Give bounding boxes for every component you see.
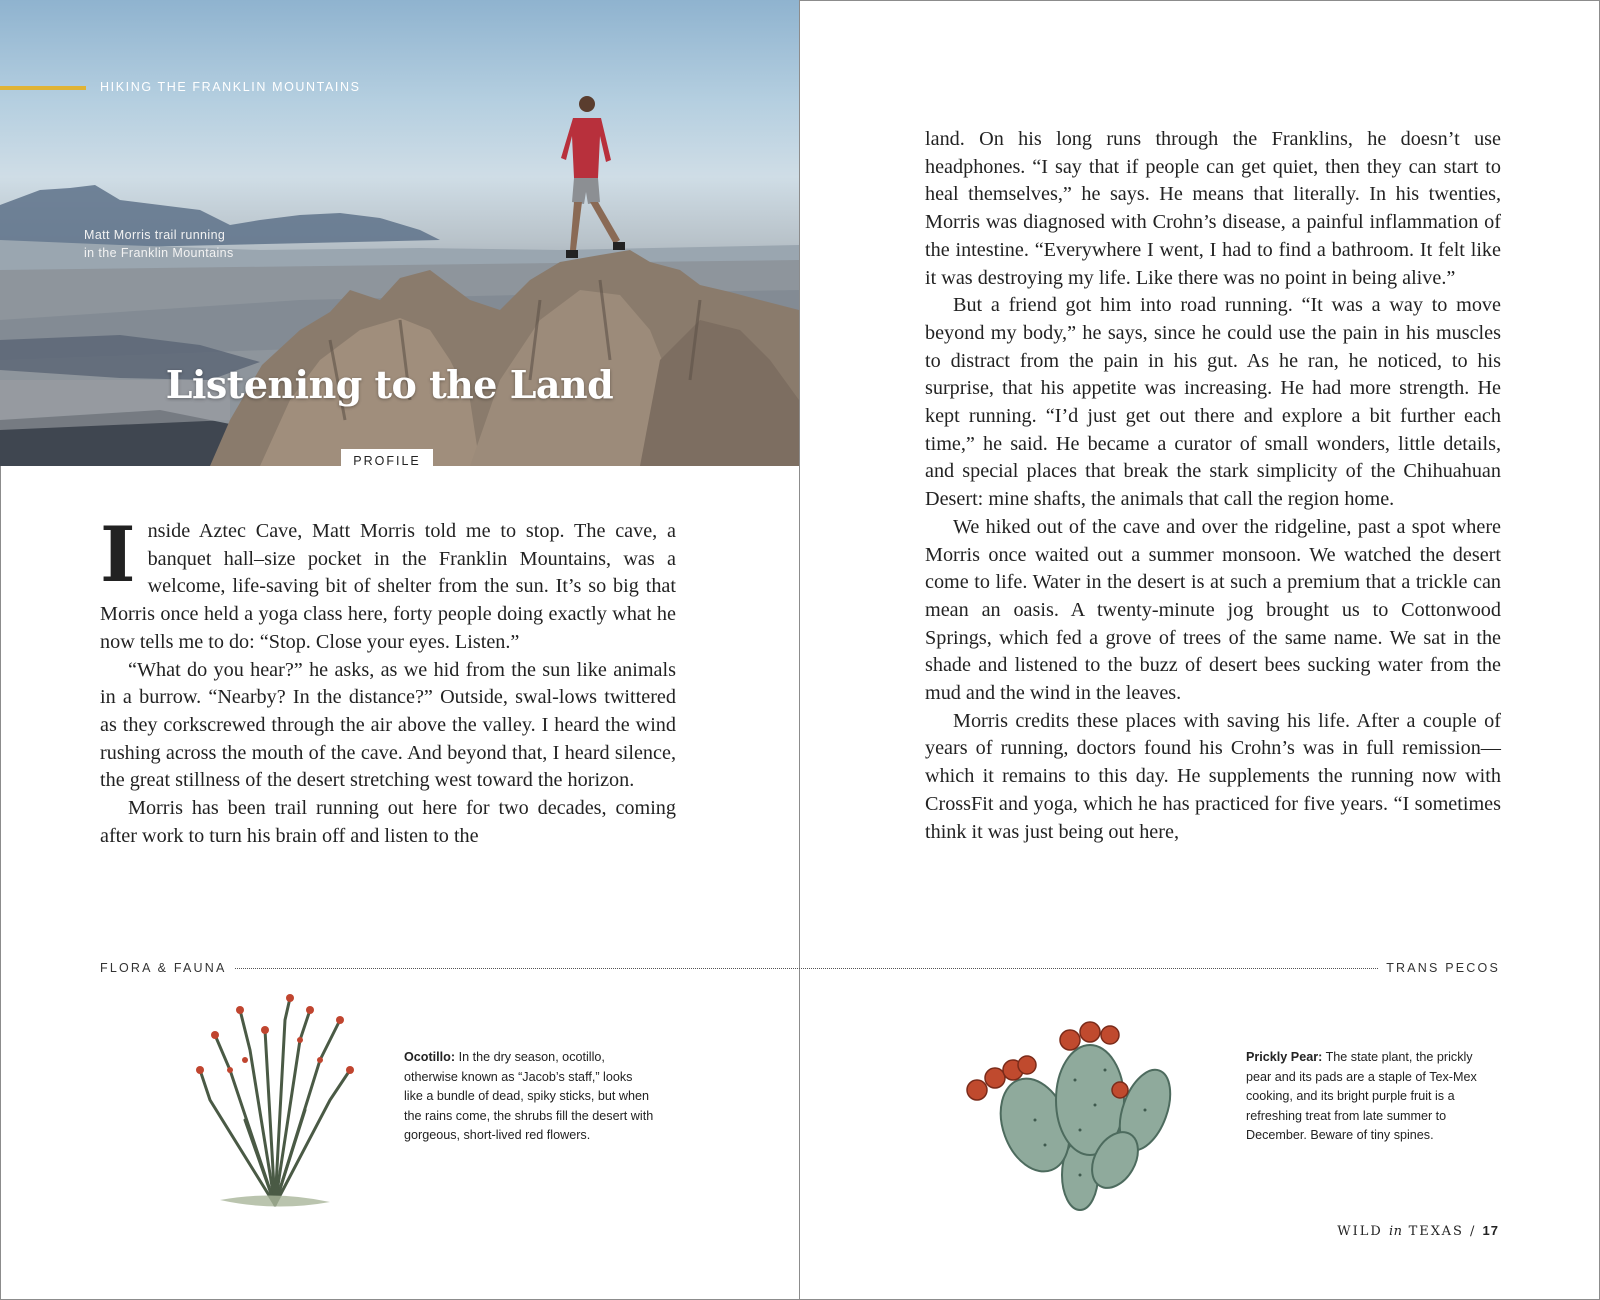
- ocotillo-note: [404, 1048, 654, 1146]
- folio-in: in: [1388, 1224, 1403, 1239]
- page-folio: [1337, 1223, 1499, 1239]
- paragraph-7: Morris credits these places with saving his life. After a couple of years of running, doctors found his Crohn’s was in full remission—which it remains to this day. He supplements the running now with CrossFit and yoga, which he has practiced for five years. “I sometimes think it was just being out here,: [925, 709, 1501, 843]
- drop-cap: I: [100, 510, 136, 599]
- series-label: HIKING THE FRANKLIN MOUNTAINS: [100, 80, 361, 94]
- photo-caption-line-2: in the Franklin Mountains: [84, 246, 234, 260]
- paragraph-3: Morris has been trail running out here for two decades, coming after work to turn his brain off and listen to the: [100, 797, 676, 847]
- paragraph-4: land. On his long runs through the Franklins, he doesn’t use headphones. “I say that if people can get quiet, then they can start to heal themselves,” he says. He means that literally. In his twenties, Morris was diagnosed with Crohn’s disease, a painful inflammation of the intestine. “Everywhere I went, I had to find a bathroom. It felt like it was destroying my life. Like there was no point in being alive.”: [925, 128, 1501, 289]
- photo-caption-line-1: Matt Morris trail running: [84, 228, 226, 242]
- page-number: 17: [1482, 1223, 1499, 1238]
- prickly-pear-name: Prickly Pear:: [1246, 1050, 1323, 1064]
- accent-bar: [0, 86, 86, 90]
- paragraph-1: [100, 510, 676, 657]
- photo-caption: [84, 226, 284, 262]
- prickly-pear-illustration: [965, 1010, 1190, 1215]
- article-column-right: [925, 126, 1501, 846]
- folio-texas: TEXAS: [1408, 1224, 1464, 1239]
- ocotillo-name: Ocotillo:: [404, 1050, 456, 1064]
- folio-wild: WILD: [1337, 1224, 1383, 1239]
- article-title: Listening to the Land: [165, 362, 614, 407]
- paragraph-2: “What do you hear?” he asks, as we hid from the sun like animals in a burrow. “Nearby? In the distance?” Outside, swal-lows twittered as they corkscrewed through the air above the valley. I heard the wind rushing across the mouth of the cave. And beyond that, I heard silence, the great stillness of the desert stretching west toward the horizon.: [100, 658, 676, 792]
- section-tag: PROFILE: [341, 449, 433, 472]
- ocotillo-text: In the dry season, ocotillo, otherwise known as “Jacob’s staff,” looks like a bundle of dead, spiky sticks, but when the rains come, the shrubs fill the desert with gorgeous, short-lived red flowers.: [404, 1050, 654, 1142]
- prickly-pear-text: The state plant, the prickly pear and its pads are a staple of Tex-Mex cooking, and its bright purple fruit is a refreshing treat from late summer to December. Beware of tiny spines.: [1246, 1050, 1477, 1142]
- ocotillo-illustration: [190, 990, 360, 1220]
- flora-fauna-label: FLORA & FAUNA: [100, 961, 235, 975]
- paragraph-6: We hiked out of the cave and over the ridgeline, past a spot where Morris once waited out a summer monsoon. We watched the desert come to life. Water in the desert is at such a premium that a trickle can mean an oasis. A twenty-minute jog brought us to Cottonwood Springs, which fed a grove of trees of the same name. We sat in the shade and listened to the buzz of desert bees sucking water from the mud and the wind in the leaves.: [925, 515, 1501, 705]
- paragraph-5: But a friend got him into road running. “It was a way to move beyond my body,” he says, since he could use the pain in his muscles to distract from the pain in his gut. As he ran, he noticed, to his surprise, that his appetite was increasing. He had more strength. He kept running. “I’d just get out there and explore a bit further each time,” he said. He became a curator of small wonders, little details, and special places that break the stark simplicity of the Chihuahuan Desert: mine shafts, the animals that call the region home.: [925, 294, 1501, 511]
- article-column-left: [100, 510, 676, 850]
- folio-separator: /: [1463, 1224, 1483, 1239]
- prickly-pear-note: [1246, 1048, 1486, 1146]
- trans-pecos-label: TRANS PECOS: [1378, 961, 1500, 975]
- paragraph-1-text: nside Aztec Cave, Matt Morris told me to stop. The cave, a banquet hall–size pocket in the Franklin Mountains, was a welcome, life-saving bit of shelter from the sun. It’s so big that Morris once held a yoga class here, forty people doing exactly what he now tells me to do: “Stop. Close your eyes. Listen.”: [100, 520, 676, 653]
- dotted-rule: [100, 968, 1500, 969]
- hero-photo: [0, 0, 799, 466]
- runner-figure: [561, 96, 625, 258]
- page-gutter: [799, 0, 800, 1300]
